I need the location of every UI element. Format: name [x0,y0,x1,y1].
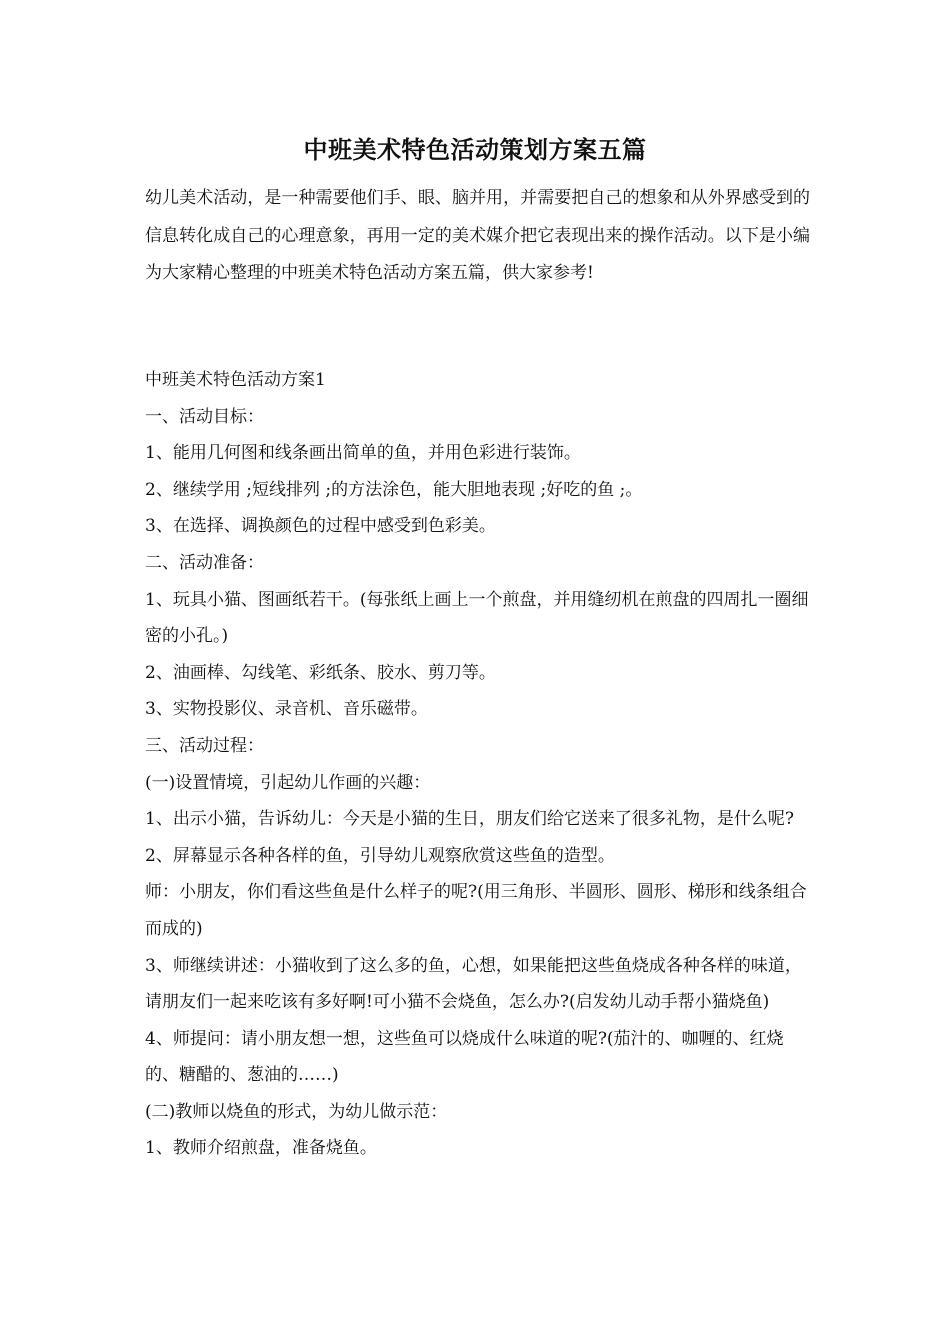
subheading: 三、活动过程： [145,735,264,756]
list-item: 1、出示小猫，告诉幼儿：今天是小猫的生日，朋友们给它送来了很多礼物，是什么呢? [145,809,794,830]
list-item: 3、实物投影仪、录音机、音乐磁带。 [145,699,428,720]
list-item: 1、玩具小猫、图画纸若干。(每张纸上画上一个煎盘，并用缝纫机在煎盘的四周扎一圈细密的小孔。) [145,589,809,647]
paragraph: 师：小朋友，你们看这些鱼是什么样子的呢?(用三角形、半圆形、圆形、梯形和线条组合而成的) [145,882,807,939]
document-body [145,362,817,1167]
subheading: 二、活动准备： [145,552,264,573]
list-item: 2、继续学用 ;短线排列 ;的方法涂色，能大胆地表现 ;好吃的鱼 ;。 [145,479,643,500]
intro-paragraph: 幼儿美术活动，是一种需要他们手、眼、脑并用，并需要把自己的想象和从外界感受到的信息转化成自己的心理意象，再用一定的美术媒介把它表现出来的操作活动。以下是小编为大家精心整理的中班美术特色活动方案五篇，供大家参考! [145,188,810,283]
step-heading: (二)教师以烧鱼的形式，为幼儿做示范： [145,1101,448,1122]
list-item: 1、能用几何图和线条画出简单的鱼，并用色彩进行装饰。 [145,443,581,464]
list-item: 3、在选择、调换颜色的过程中感受到色彩美。 [145,516,496,537]
step-heading: (一)设置情境，引起幼儿作画的兴趣： [145,772,431,793]
list-item: 3、师继续讲述：小猫收到了这么多的鱼，心想，如果能把这些鱼烧成各种各样的味道，请朋友们一起来吃该有多好啊!可小猫不会烧鱼，怎么办?(启发幼儿动手帮小猫烧鱼) [145,955,802,1013]
list-item: 1、教师介绍煎盘，准备烧鱼。 [145,1138,377,1159]
subheading: 一、活动目标： [145,406,264,427]
list-item: 4、师提问：请小朋友想一想，这些鱼可以烧成什么味道的呢?(茄汁的、咖喱的、红烧的、糖醋的、葱油的……) [145,1028,784,1086]
list-item: 2、屏幕显示各种各样的鱼，引导幼儿观察欣赏这些鱼的造型。 [145,845,615,866]
section-heading: 中班美术特色活动方案1 [145,370,326,390]
list-item: 2、油画棒、勾线笔、彩纸条、胶水、剪刀等。 [145,662,496,683]
document-title: 中班美术特色活动策划方案五篇 [303,135,647,164]
